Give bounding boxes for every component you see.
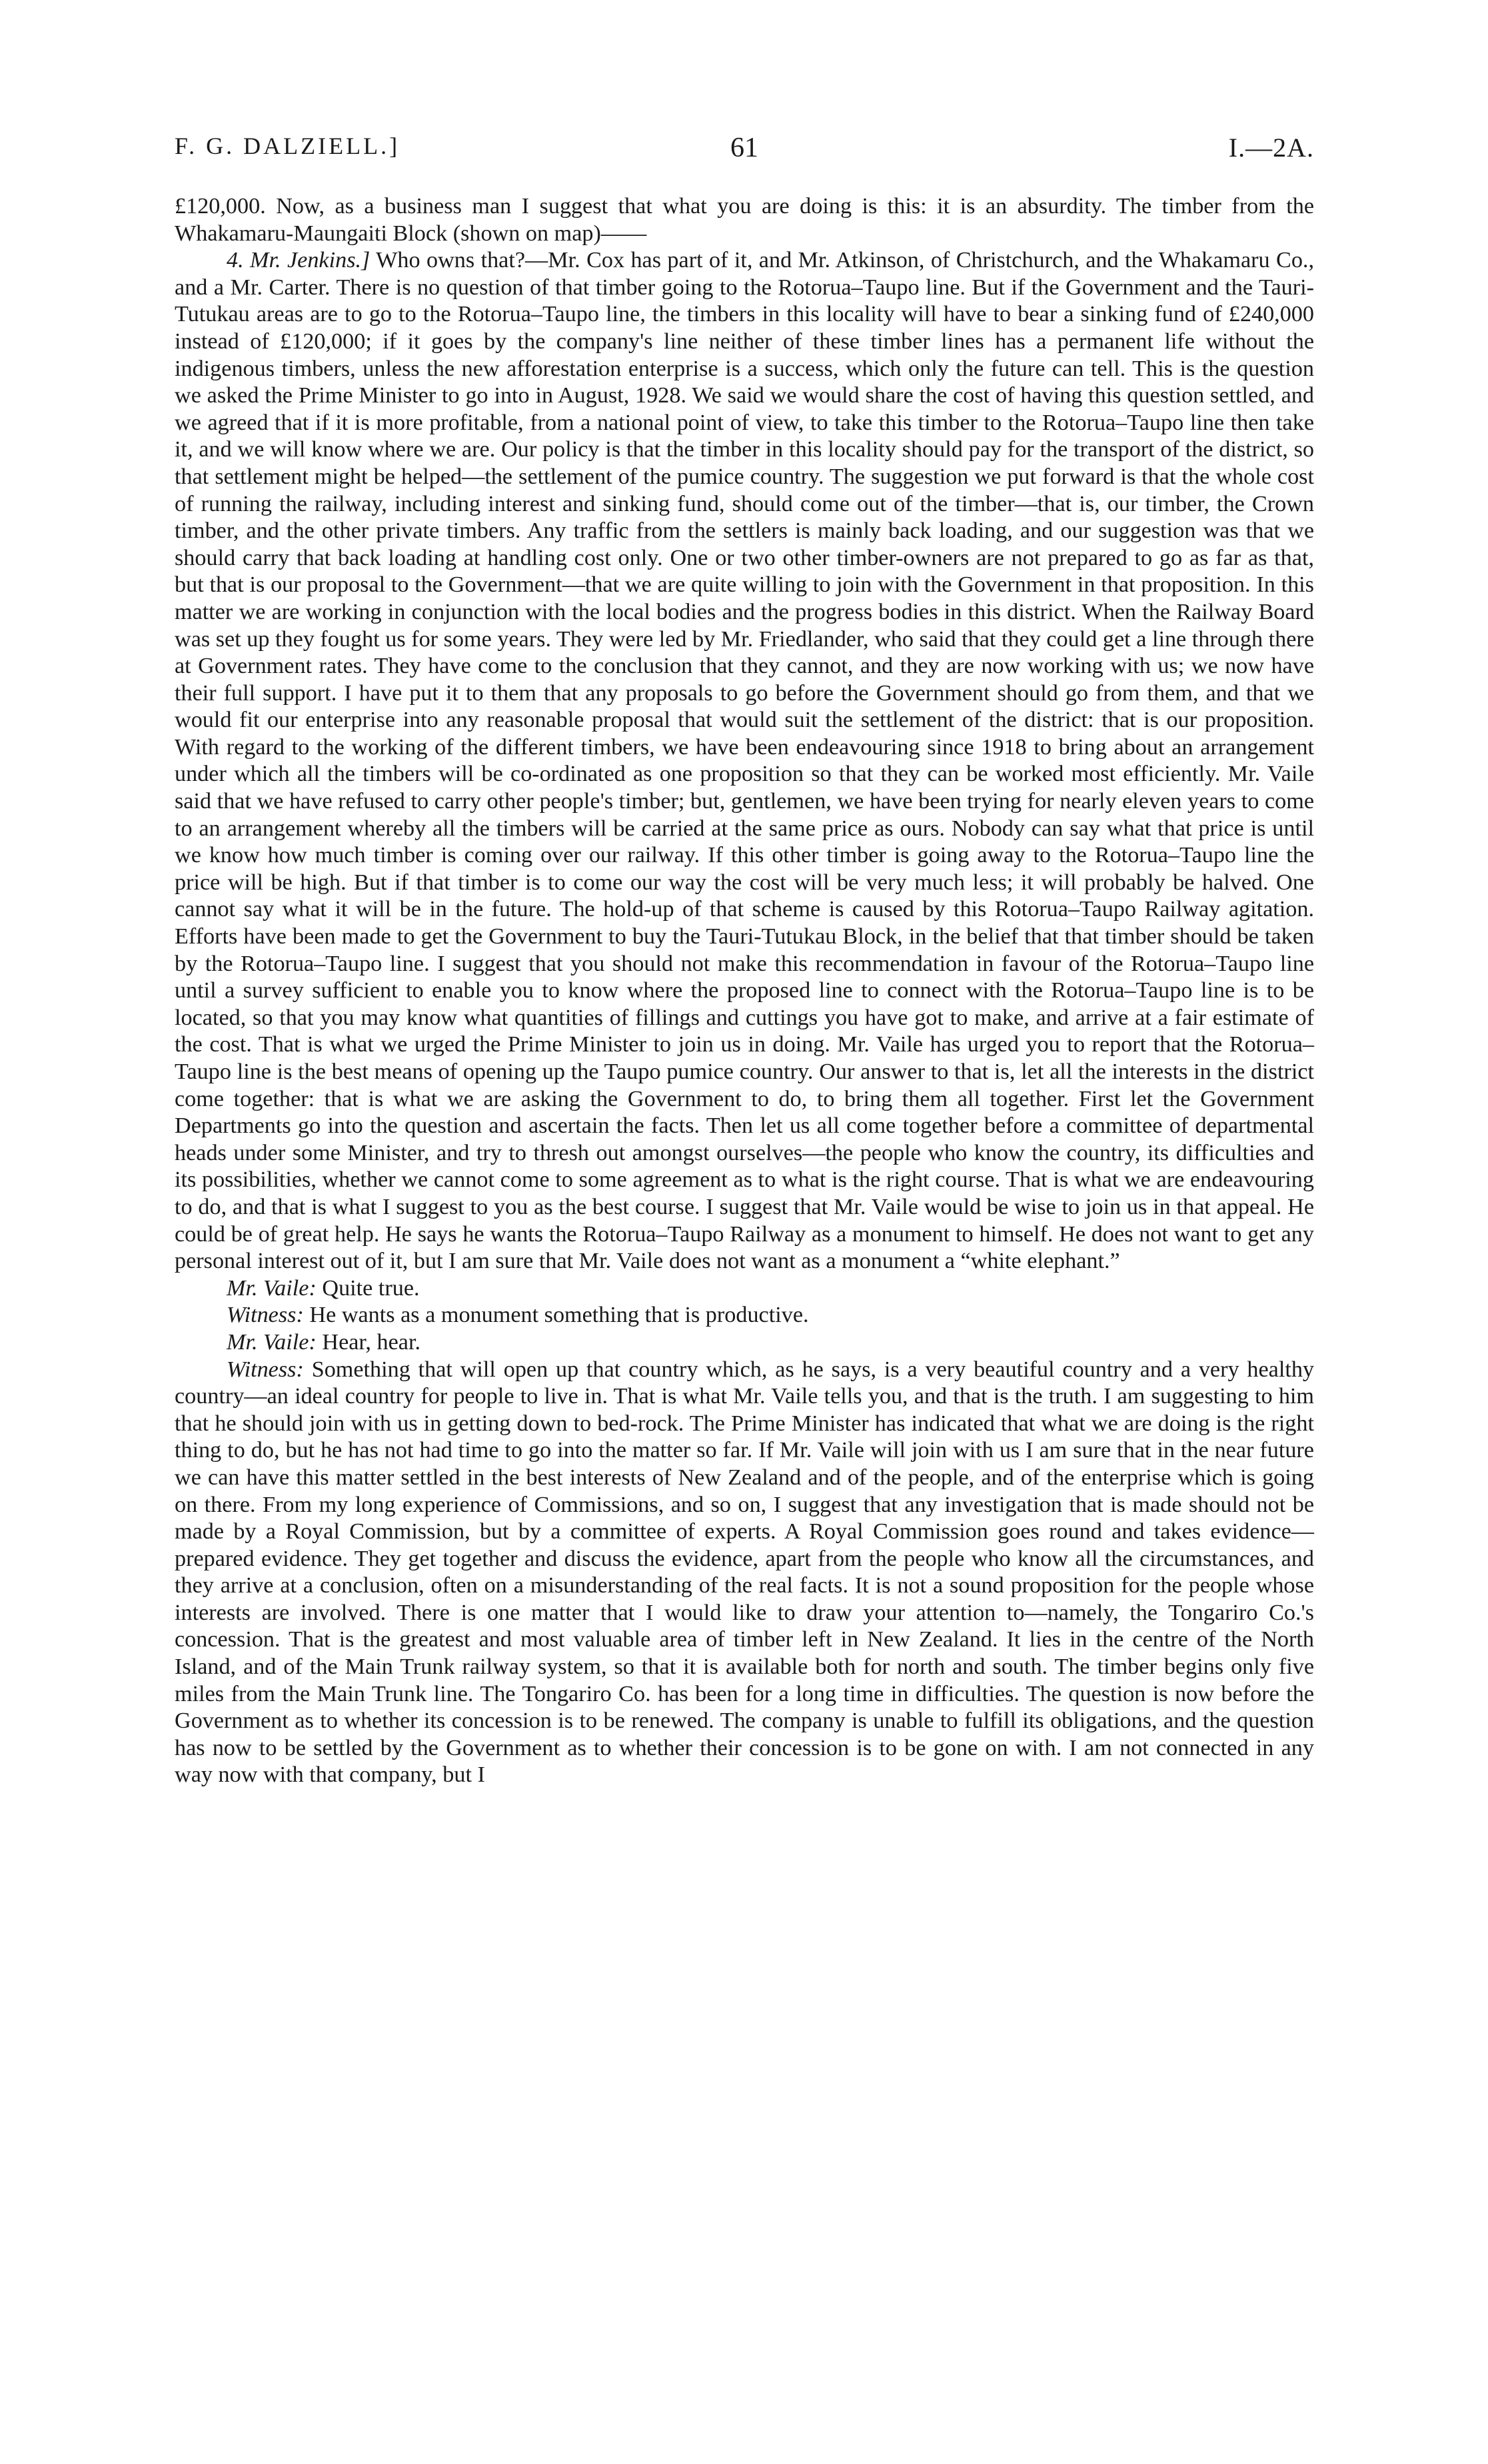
speaker-label: Mr. Vaile: bbox=[227, 1275, 317, 1301]
paragraph-text: Quite true. bbox=[322, 1275, 420, 1301]
header-author: F. G. DALZIELL.] bbox=[175, 133, 400, 159]
paragraph bbox=[175, 1357, 1314, 1790]
speaker-label: Witness: bbox=[227, 1303, 304, 1328]
paragraph-text: Something that will open up that country which, as he says, is a very beautiful country and a very healthy country—an ideal country for people to live in. That is what Mr. Vaile tells you, and that is the truth. I am suggesting to him that he should join with us in getting down to bed-rock. The Prime Minister has indicated that what we are doing is the right thing to do, but he has not had time to go into the matter so far. If Mr. Vaile will join with us I am sure that in the near future we can have this matter settled in the best interests of New Zealand and of the people, and of the enterprise which is going on there. From my long experience of Commissions, and so on, I suggest that any investigation that is made should not be made by a Royal Commission, but by a committee of experts. A Royal Commission goes round and takes evidence—prepared evidence. They get together and discuss the evidence, apart from the people who know all the circumstances, and they arrive at a conclusion, often on a misunderstanding of the real facts. It is not a sound proposition for the people whose interests are involved. There is one matter that I would like to draw your attention to—namely, the Tongariro Co.'s concession. That is the greatest and most valuable area of timber left in New Zealand. It lies in the centre of the North Island, and of the Main Trunk railway system, so that it is available both for north and south. The timber begins only five miles from the Main Trunk line. The Tongariro Co. has been for a long time in difficulties. The question is now before the Government as to whether its concession is to be renewed. The company is unable to fulfill its obligations, and the question has now to be settled by the Government as to whether their concession is to be gone on with. I am not connected in any way now with that company, but I bbox=[175, 1357, 1315, 1788]
speaker-label: 4. Mr. Jenkins.] bbox=[227, 248, 371, 273]
paragraph-text: Who owns that?—Mr. Cox has part of it, and Mr. Atkinson, of Christchurch, and the Whakamaru Co., and a Mr. Carter. There is no question of that timber going to the Rotorua–Taupo line. But if the Government and the Tauri-Tutukau areas are to go to the Rotorua–Taupo line, the timbers in this locality will have to bear a sinking fund of £240,000 instead of £120,000; if it goes by the company's line neither of these timber lines has a permanent life without the indigenous timbers, unless the new afforestation enterprise is a success, which only the future can tell. This is the question we asked the Prime Minister to go into in August, 1928. We said we would share the cost of having this question settled, and we agreed that if it is more profitable, from a national point of view, to take this timber to the Rotorua–Taupo line then take it, and we will know where we are. Our policy is that the timber in this locality should pay for the transport of the district, so that settlement might be helped—the settlement of the pumice country. The suggestion we put forward is that the whole cost of running the railway, including interest and sinking fund, should come out of the timber—that is, our timber, the Crown timber, and the other private timbers. Any traffic from the settlers is mainly back loading, and our suggestion was that we should carry that back loading at handling cost only. One or two other timber-owners are not prepared to go as far as that, but that is our proposal to the Government—that we are quite willing to join with the Government in that proposition. In this matter we are working in conjunction with the local bodies and the progress bodies in this district. When the Railway Board was set up they fought us for some years. They were led by Mr. Friedlander, who said that they could get a line through there at Government rates. They have come to the conclusion that they cannot, and they are now working with us; we now have their full support. I have put it to them that any proposals to go before the Government should go from them, and that we would fit our enterprise into any reasonable proposal that would suit the settlement of the district: that is our proposition. With regard to the working of the different timbers, we have been endeavouring since 1918 to bring about an arrangement under which all the timbers will be co-ordinated as one proposition so that they can be worked most efficiently. Mr. Vaile said that we have refused to carry other people's timber; but, gentlemen, we have been trying for nearly eleven years to come to an arrangement whereby all the timbers will be carried at the same price as ours. Nobody can say what that price is until we know how much timber is coming over our railway. If this other timber is going away to the Rotorua–Taupo line the price will be high. But if that timber is to come our way the cost will be very much less; it will probably be halved. One cannot say what it will be in the future. The hold-up of that scheme is caused by this Rotorua–Taupo Railway agitation. Efforts have been made to get the Government to buy the Tauri-Tutukau Block, in the belief that that timber should be taken by the Rotorua–Taupo line. I suggest that you should not make this recommendation in favour of the Rotorua–Taupo line until a survey sufficient to enable you to know where the proposed line to connect with the Rotorua–Taupo line is to be located, so that you may know what quantities of fillings and cuttings you have got to make, and arrive at a fair estimate of the cost. That is what we urged the Prime Minister to join us in doing. Mr. Vaile has urged you to report that the Rotorua–Taupo line is the best means of opening up the Taupo pumice country. Our answer to that is, let all the interests in the district come together: that is what we are asking the Government to do, to bring them all together. First let the Government Departments go into the question and ascertain the facts. Then let us all come together before a committee of departmental heads under some Minister, and try to thresh out amongst ourselves—the people who know the country, its difficulties and its possibilities, whether we cannot come to some agreement as to what is the right course. That is what we are endeavouring to do, and that is what I suggest to you as the best course. I suggest that Mr. Vaile would be wise to join us in that appeal. He could be of great help. He says he wants the Rotorua–Taupo Railway as a monument to himself. He does not want to get any personal interest out of it, but I am sure that Mr. Vaile does not want as a monument a “white elephant.” bbox=[175, 248, 1315, 1274]
page-header bbox=[175, 132, 1314, 172]
paragraph-text: £120,000. Now, as a business man I suggest that what you are doing is this: it is an absurdity. The timber from the Whakamaru-Maungaiti Block (shown on map)—— bbox=[175, 194, 1314, 246]
speaker-label: Witness: bbox=[227, 1357, 304, 1382]
paragraph bbox=[175, 1329, 1314, 1357]
paragraph bbox=[175, 247, 1314, 1275]
body-text bbox=[175, 193, 1314, 1789]
page-number: 61 bbox=[730, 133, 758, 163]
paragraph bbox=[175, 193, 1314, 247]
paragraph-text: Hear, hear. bbox=[322, 1329, 421, 1355]
document-reference: I.—2A. bbox=[1228, 133, 1314, 163]
paragraph-text: He wants as a monument something that is productive. bbox=[309, 1303, 809, 1328]
paragraph bbox=[175, 1275, 1314, 1303]
paragraph bbox=[175, 1302, 1314, 1329]
speaker-label: Mr. Vaile: bbox=[227, 1329, 317, 1355]
